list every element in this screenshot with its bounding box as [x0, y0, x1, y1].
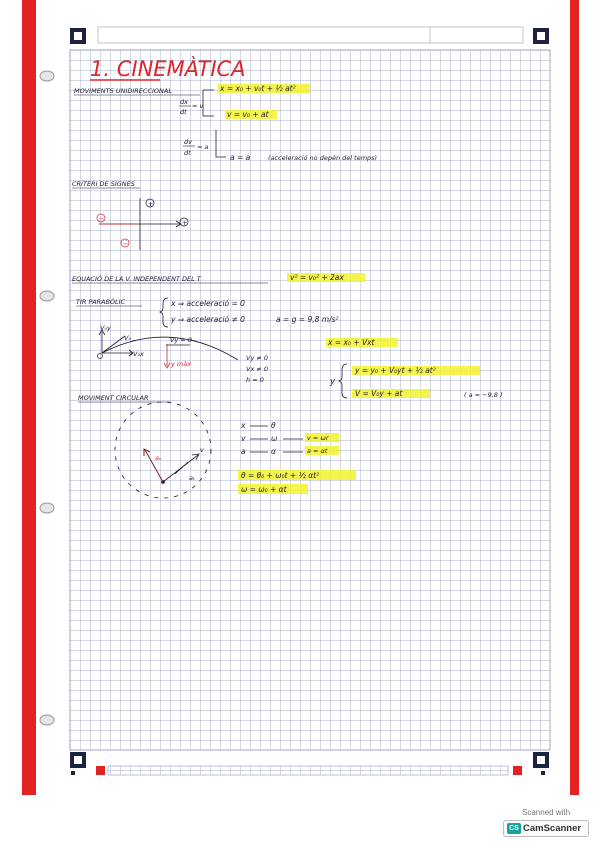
- header-box: [98, 27, 523, 43]
- heading-signs: CRITERI DE SIGNES: [72, 180, 135, 188]
- map-lin-2: a: [241, 447, 246, 456]
- projectile-line-x: x ⇒ acceleració = 0: [171, 299, 245, 308]
- deriv-vel-num: dv: [184, 138, 192, 146]
- eq-position: x = x₀ + v₀t + ½ at²: [220, 84, 296, 93]
- corner-marker-top-right: [533, 28, 549, 44]
- label-at: aₜ: [189, 474, 195, 482]
- label-v0y: V₀y: [100, 324, 111, 332]
- sign-minus-x: −: [99, 215, 105, 223]
- page-title: 1. CINEMÀTICA: [90, 57, 246, 81]
- camscanner-name: CamScanner: [523, 823, 582, 834]
- deriv-pos-den: dt: [180, 108, 187, 116]
- eq-acceleration: a = a: [230, 153, 251, 162]
- label-an: aₙ: [155, 454, 162, 462]
- binder-ring-4: [40, 715, 54, 725]
- label-v0: V₀: [124, 334, 132, 342]
- watermark-scanned-with: Scanned with: [521, 808, 571, 817]
- corner-marker-bottom-left: [70, 752, 86, 768]
- label-bottom-vy: Vy ≠ 0: [246, 354, 269, 362]
- deriv-vel-den: dt: [184, 149, 191, 157]
- map-lin-0: x: [241, 421, 246, 430]
- deriv-pos-eq: = v: [192, 102, 204, 110]
- binder-ring-1: [40, 71, 54, 81]
- note-projectile-a: ( a = −9,8 ): [464, 391, 503, 399]
- brace-var-y: y: [330, 377, 336, 387]
- map-ang-1: ω: [271, 434, 278, 443]
- binder-ring-2: [40, 291, 54, 301]
- projectile-line-y: y ⇒ acceleració ≠ 0: [171, 315, 245, 324]
- label-vy0: Vy = 0: [170, 336, 193, 344]
- projectile-line-g: a = g = 9,8 m/s²: [276, 315, 339, 324]
- binder-ring-3: [40, 503, 54, 513]
- eq-projectile-x: x = x₀ + Vxt: [328, 338, 375, 347]
- heading-independent: EQUACIÓ DE LA V. INDEPENDENT DEL T: [72, 275, 201, 283]
- sign-plus-y: +: [148, 200, 154, 208]
- eq-velocity: v = v₀ + at: [227, 110, 269, 119]
- map-ang-0: θ: [271, 421, 276, 430]
- corner-marker-top-left: [70, 28, 86, 44]
- heading-mru: MOVIMENTS UNIDIRECCIONAL: [74, 87, 172, 95]
- label-bottom-h: h = 0: [246, 376, 264, 384]
- note-acceleration: (acceleració no depèn del temps): [268, 154, 378, 162]
- map-ang-2: α: [271, 447, 276, 456]
- eq-theta: θ = θ₀ + ω₀t + ½ αt²: [241, 471, 320, 480]
- left-red-margin: [22, 0, 36, 795]
- cs-logo-icon: CS: [507, 823, 521, 834]
- eq-omega: ω = ω₀ + αt: [241, 485, 287, 494]
- label-bottom-vx: Vx ≠ 0: [246, 365, 269, 373]
- eq-projectile-vy: V = V₀y + at: [355, 389, 403, 398]
- heading-projectile: TIR PARABÒLIC: [76, 298, 126, 306]
- deriv-vel-eq: = a: [197, 143, 209, 151]
- label-ymax: y màx: [171, 360, 192, 368]
- right-red-margin: [570, 0, 579, 795]
- camscanner-logo: [503, 820, 589, 837]
- map-rel-2: a = αt: [307, 447, 328, 455]
- corner-marker-bottom-right: [533, 752, 549, 768]
- eq-independent: v² = v₀² + 2ax: [290, 273, 344, 282]
- label-v-circ: v: [200, 446, 204, 454]
- sign-plus-x: +: [182, 219, 188, 227]
- eq-projectile-y: y = y₀ + V₀yt + ½ at²: [355, 366, 436, 375]
- map-rel-1: v = ωr: [307, 434, 329, 442]
- sign-minus-y: −: [123, 240, 129, 248]
- map-lin-1: v: [241, 434, 246, 443]
- deriv-pos-num: dx: [180, 98, 188, 106]
- heading-circular: MOVIMENT CIRCULAR: [78, 394, 149, 402]
- label-v0x: V₀x: [133, 350, 144, 358]
- camscanner-watermark: [503, 808, 589, 838]
